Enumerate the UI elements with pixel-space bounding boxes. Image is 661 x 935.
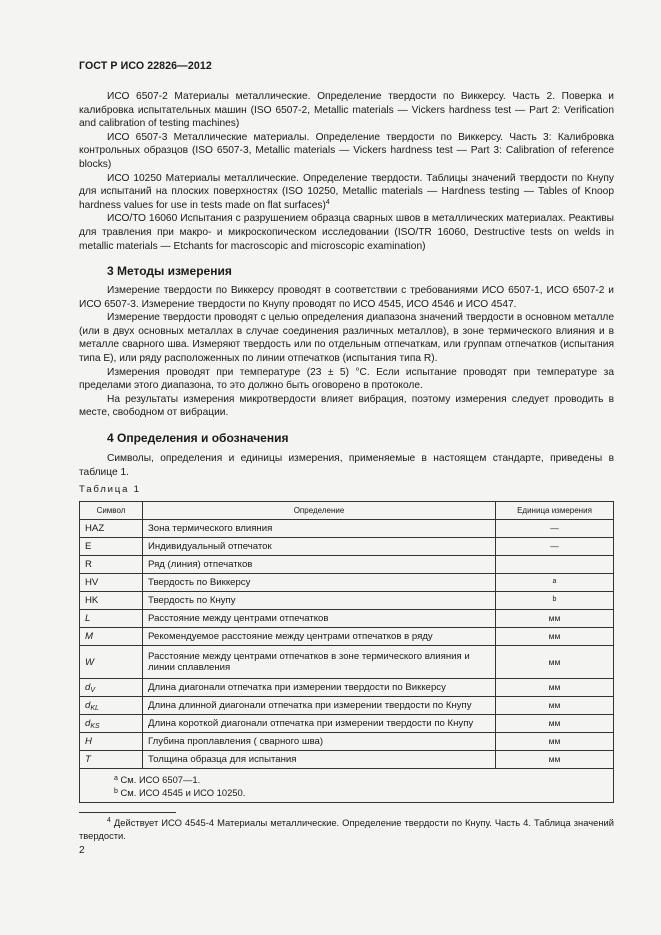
definition-cell: Толщина образца для испытания [143,751,496,769]
section-4-heading: 4 Определения и обозначения [107,431,289,445]
unit-cell: — [496,520,614,538]
symbol-subscript: KS [90,723,100,730]
table-note [114,786,613,799]
definition-cell: Длина длинной диагонали отпечатка при измерении твердости по Кнупу [143,697,496,715]
table-notes [80,769,614,803]
definition-cell: Твердость по Кнупу [143,592,496,610]
footnote-separator [79,812,176,813]
reference-iso-6507-2: ИСО 6507-2 Материалы металлические. Определение твердости по Виккерсу. Часть 2. Поверка и калибровка испытательных машин (ISO 6507-2, Metallic materials — Vickers hardness test — Part 2: Verification and calibration of testing machines) [79,91,614,130]
table-row [80,751,614,769]
table-row [80,628,614,646]
unit-cell: мм [496,628,614,646]
table-row [80,715,614,733]
unit-cell: мм [496,733,614,751]
symbol-cell: R [80,556,143,574]
symbol-cell: HV [80,574,143,592]
symbol-cell: H [80,733,143,751]
table-note [114,773,613,786]
section-3-paragraph: Измерения проводят при температуре (23 ± 5) °С. Если испытание проводят при температуре за пределами этого диапазона, то это должно быть оговорено в протоколе. [79,366,614,392]
footnote [79,817,614,842]
symbol-base: d [85,718,91,729]
reference-iso-6507-3: ИСО 6507-3 Металлические материалы. Определение твердости по Виккерсу. Часть 3: Калибровка контрольных образцов (ISO 6507-3, Metallic materials — Vickers hardness test — Part 3: Calibration of reference blocks) [79,131,614,170]
symbol-cell: W [80,646,143,679]
note-ref-a[interactable]: a [552,578,557,585]
symbol-base: d [85,682,91,693]
table-row [80,679,614,697]
symbol-base: d [85,700,91,711]
table-row [80,610,614,628]
symbol-cell: E [80,538,143,556]
definition-cell: Рекомендуемое расстояние между центрами отпечатков в ряду [143,628,496,646]
footnote-mark: 4 [107,817,111,824]
unit-cell: мм [496,751,614,769]
symbol-cell: L [80,610,143,628]
unit-cell: мм [496,679,614,697]
table-caption: Таблица 1 [79,484,141,495]
definition-cell: Твердость по Виккерсу [143,574,496,592]
table-row [80,697,614,715]
note-mark: a [114,775,118,782]
note-text: См. ИСО 6507—1. [120,774,201,785]
symbol-subscript: V [90,687,96,694]
table-row [80,646,614,679]
symbol-cell: HK [80,592,143,610]
definition-cell: Длина диагонали отпечатка при измерении твердости по Виккерсу [143,679,496,697]
note-ref-b[interactable]: b [552,596,557,603]
table-header-row [80,502,614,520]
page-number: 2 [79,845,85,856]
symbol-cell: HAZ [80,520,143,538]
symbols-table [79,501,614,803]
table-row [80,556,614,574]
symbol-cell: T [80,751,143,769]
column-header-symbol: Символ [80,502,143,520]
unit-cell: мм [496,697,614,715]
definition-cell: Индивидуальный отпечаток [143,538,496,556]
document-header: ГОСТ Р ИСО 22826—2012 [79,60,212,72]
table-notes-row [80,769,614,803]
definition-cell: Зона термического влияния [143,520,496,538]
section-4-intro: Символы, определения и единицы измерения, применяемые в настоящем стандарте, приведены в таблице 1. [79,453,614,478]
section-3-heading: 3 Методы измерения [107,264,232,278]
note-mark: b [114,787,118,795]
normative-references [79,90,614,253]
section-3-body [79,284,614,420]
column-header-definition: Определение [143,502,496,520]
section-3-paragraph: Измерение твердости проводят с целью определения диапазона значений твердости в основном металле (или в двух основных металлах в случае соединения различных металлов), в зоне термического влияния и в металле сварного шва. Измеряют твердость или по отдельным отпечаткам, или группам отпечатков (испытания типа E), или ряду расположенных по линии отпечатков (испытания типа R). [79,312,614,364]
definition-cell: Расстояние между центрами отпечатков [143,610,496,628]
symbol-subscript: KL [90,705,99,712]
table-row [80,538,614,556]
section-3-paragraph: На результаты измерения микротвердости влияет вибрация, поэтому измерения следует проводить в месте, свободном от вибрации. [79,393,614,419]
footnote-text: Действует ИСО 4545-4 Материалы металлические. Определение твердости по Кнупу. Часть 4. Таблица значений твердости. [79,817,614,841]
table-row [80,733,614,751]
table-row [80,574,614,592]
section-3-paragraph: Измерение твердости по Виккерсу проводят в соответствии с требованиями ИСО 6507-1, ИСО 6507-2 и ИСО 6507-3. Измерение твердости по Кнупу проводят по ИСО 4545, ИСО 4546 и ИСО 4547. [79,285,614,310]
table-row [80,520,614,538]
definition-cell: Длина короткой диагонали отпечатка при измерении твердости по Кнупу [143,715,496,733]
symbol-cell [80,679,143,697]
unit-cell: мм [496,715,614,733]
section-4-body [79,452,614,479]
definition-cell: Расстояние между центрами отпечатков в зоне термического влияния и линии сплавления [143,646,496,679]
unit-cell [496,592,614,610]
unit-cell: мм [496,610,614,628]
unit-cell [496,574,614,592]
column-header-unit: Единица измерения [496,502,614,520]
reference-iso-tr-16060: ИСО/ТО 16060 Испытания с разрушением образца сварных швов в металлических материалах. Реактивы для травления при макро- и микроскопическом исследовании (ISO/TR 16060, Destructive tests on welds in metallic materials — Etchants for macroscopic and microscopic examination) [79,213,614,252]
unit-cell: мм [496,646,614,679]
definition-cell: Глубина проплавления ( сварного шва) [143,733,496,751]
reference-iso-10250 [79,172,614,213]
reference-iso-10250-text: ИСО 10250 Материалы металлические. Определение твердости. Таблицы значений твердости по Кнупу для испытаний на плоских поверхностях (ISO 10250, Metallic materials — Hardness testing — Tables of Knoop hardness values for use in tests made on flat surfaces) [79,172,614,211]
unit-cell: — [496,538,614,556]
note-text: См. ИСО 4545 и ИСО 10250. [120,786,246,798]
symbol-cell [80,697,143,715]
symbol-cell [80,715,143,733]
table-row [80,592,614,610]
unit-cell [496,556,614,574]
symbol-cell: M [80,628,143,646]
footnote-ref-mark[interactable]: 4 [325,198,330,206]
definition-cell: Ряд (линия) отпечатков [143,556,496,574]
